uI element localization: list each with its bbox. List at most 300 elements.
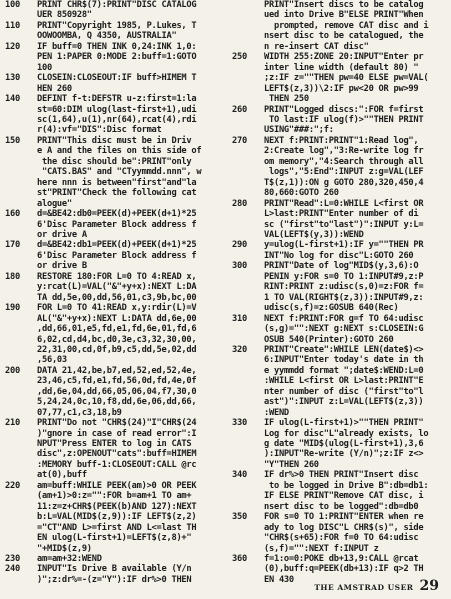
code-line <box>5 199 229 209</box>
code-text: DATA 21,42,be,b7,ed,52,ed,52,4e, <box>37 365 197 376</box>
code-line <box>232 481 448 491</box>
line-number <box>5 575 37 585</box>
code-text: 6'Disc Parameter Block address f <box>37 219 197 230</box>
line-number <box>5 220 37 230</box>
line-number <box>232 282 264 292</box>
code-line <box>232 523 448 533</box>
code-line <box>232 502 448 512</box>
line-number: 260 <box>232 104 247 115</box>
code-text: the disc should be":PRINT"only <box>37 156 192 167</box>
code-line <box>232 397 448 407</box>
code-text: 07,77,c1,c3,18,b9 <box>37 407 122 418</box>
line-number <box>232 220 264 230</box>
code-line <box>5 94 229 104</box>
code-text: 6'Disc Parameter Block address f <box>37 250 197 261</box>
code-text: or drive A <box>37 229 87 240</box>
code-line <box>232 230 448 240</box>
line-number <box>232 21 264 31</box>
line-number <box>232 293 264 303</box>
code-line <box>5 188 229 198</box>
line-number <box>5 533 37 543</box>
code-line <box>232 408 448 418</box>
line-number <box>5 188 37 198</box>
code-line <box>5 449 229 459</box>
line-number <box>232 94 264 104</box>
code-line <box>232 157 448 167</box>
code-line <box>232 335 448 345</box>
code-text: at(0),buff <box>37 470 87 481</box>
line-number <box>5 52 37 62</box>
code-text: to be logged in Drive B":db=db1: <box>264 480 429 491</box>
code-text: IF ELSE PRINT"Remove CAT disc, i <box>264 491 424 502</box>
code-text: sc(1,64),u(1),nr(64),rcat(4),rdi <box>37 114 197 125</box>
code-text: )"gnore in case of read error":I <box>37 428 197 439</box>
code-line <box>5 125 229 135</box>
code-text: g date "MID$(ulog(L-first+1),3,6 <box>264 439 424 450</box>
code-line <box>232 491 448 501</box>
page-number: 29 <box>419 578 439 594</box>
code-text: d=&BE42:db1=PEEK(d)+PEEK(d+1)*25 <box>37 240 197 251</box>
code-line <box>5 146 229 156</box>
line-number: 150 <box>5 135 20 146</box>
line-number <box>232 157 264 167</box>
line-number: 190 <box>5 303 20 314</box>
line-number <box>5 31 37 41</box>
code-line <box>5 544 229 554</box>
line-number: 130 <box>5 73 20 84</box>
code-line <box>5 10 229 20</box>
code-text: (s,g)="":NEXT g:NEXT s:CLOSEIN:G <box>264 324 424 335</box>
code-line <box>5 178 229 188</box>
code-text: TO last:IF ulog(f)>""THEN PRINT <box>264 114 424 125</box>
code-text: ="CT"AND L>=first AND L<=last TH <box>37 522 197 533</box>
code-text: (am+1)>0:z="":FOR b=am+1 TO am+ <box>37 491 192 502</box>
line-number <box>5 335 37 345</box>
code-line <box>5 408 229 418</box>
code-line <box>232 439 448 449</box>
code-line <box>5 84 229 94</box>
code-text: EN ulog(L-first+1)=LEFT$(z,8)+" <box>37 533 192 544</box>
code-line <box>232 209 448 219</box>
code-line <box>232 105 448 115</box>
code-text: IF ulog(L-first+1)>""THEN PRINT" <box>264 418 424 429</box>
code-text: CLOSEIN:CLOSEOUT:IF buff>HIMEM T <box>37 73 197 84</box>
code-text: alogue" <box>37 198 72 209</box>
line-number: 250 <box>232 52 247 63</box>
code-text: THEN 250 <box>264 94 309 105</box>
line-number <box>5 261 37 271</box>
code-text: IF dr%>0 THEN PRINT"Insert disc <box>264 470 419 481</box>
code-line <box>232 167 448 177</box>
code-text: PRINT"Create":WHILE LEN(date$)<> <box>264 344 424 355</box>
code-text: 80,660:GOTO 260 <box>264 188 339 199</box>
line-number: 200 <box>5 365 20 376</box>
line-number <box>232 544 264 554</box>
line-number <box>5 408 37 418</box>
code-line <box>5 240 229 250</box>
code-line <box>5 355 229 365</box>
code-line <box>232 261 448 271</box>
line-number <box>232 376 264 386</box>
line-number <box>232 491 264 501</box>
line-number <box>232 251 264 261</box>
code-line <box>5 460 229 470</box>
code-text: Log for disc"L"already exists, lo <box>264 428 429 439</box>
code-text: 6,02,cd,d4,bc,d0,3e,c3,32,30,00, <box>37 334 197 345</box>
code-line <box>5 251 229 261</box>
code-text: b:L=VAL(MID$(z,9)):IF LEFT$(z,2) <box>37 512 197 523</box>
line-number: 210 <box>5 418 20 429</box>
code-text: "CHR$(s+65):FOR f=0 TO 64:udisc <box>264 533 419 544</box>
code-text: IF buff=0 THEN INK 0,24:INK 1,0: <box>37 41 197 52</box>
code-text: y:rcat(L)=VAL("&"+y+x):NEXT L:DA <box>37 282 197 293</box>
code-line <box>5 564 229 574</box>
line-number <box>5 491 37 501</box>
code-line <box>232 512 448 522</box>
code-line <box>5 136 229 146</box>
code-text: NPUT"Press ENTER to log in CATS <box>37 439 192 450</box>
code-text: :WHILE L<first OR L>last:PRINT"E <box>264 376 424 387</box>
code-line <box>232 94 448 104</box>
line-number <box>232 31 264 41</box>
line-number <box>5 251 37 261</box>
line-number <box>5 439 37 449</box>
code-text: LEFT$(z,3))\2:IF pw<20 OR pw>99 <box>264 83 419 94</box>
line-number <box>232 84 264 94</box>
code-text: RINT:PRINT z:udisc(s,0)=z:FOR f= <box>264 282 424 293</box>
line-number: 310 <box>232 313 247 324</box>
code-text: f=1:o=0:POKE db+13,9:CALL @rcat <box>264 554 419 565</box>
code-line <box>232 429 448 439</box>
line-number <box>5 230 37 240</box>
line-number <box>5 355 37 365</box>
code-text: PRINT"Do not "CHR$(24)"I"CHR$(24 <box>37 418 197 429</box>
code-line <box>232 376 448 386</box>
line-number <box>232 355 264 365</box>
code-line <box>5 220 229 230</box>
code-line <box>232 199 448 209</box>
code-line <box>5 167 229 177</box>
code-text: AL("&"+y+x):NEXT L:DATA dd,6e,00 <box>37 313 197 324</box>
code-text: st"PRINT"Check the following cat <box>37 188 197 199</box>
line-number <box>5 470 37 480</box>
code-text: here nnn is between"first"and"la <box>37 177 197 188</box>
line-number <box>5 324 37 334</box>
code-text: nsert disc to be logged":db=db0 <box>264 501 419 512</box>
code-line <box>5 376 229 386</box>
code-line <box>5 230 229 240</box>
line-number <box>232 167 264 177</box>
code-line <box>232 324 448 334</box>
code-text: T$(z,1)):ON g GOTO 280,320,450,4 <box>264 177 424 188</box>
code-line <box>232 314 448 324</box>
code-line <box>232 21 448 31</box>
code-line <box>232 533 448 543</box>
line-number <box>232 230 264 240</box>
code-line <box>5 293 229 303</box>
line-number <box>232 63 264 73</box>
code-line <box>232 115 448 125</box>
code-text: 2:Create log","3:Re-write log fr <box>264 146 424 157</box>
code-line <box>5 63 229 73</box>
code-line <box>5 335 229 345</box>
code-line <box>5 533 229 543</box>
code-line <box>5 115 229 125</box>
line-number: 340 <box>232 470 247 481</box>
code-text: 5,24,24,0c,10,f8,dd,6e,06,dd,66, <box>37 397 197 408</box>
line-number <box>232 523 264 533</box>
code-text: 100 <box>37 62 52 73</box>
code-text: PRINT"This disc must be in Driv <box>37 135 192 146</box>
code-text: ued into Drive B"ELSE PRINT"When <box>264 10 424 21</box>
code-text: r(4):vf="DIS":Disc format <box>37 125 162 136</box>
code-line <box>5 429 229 439</box>
code-line <box>232 84 448 94</box>
code-line <box>5 470 229 480</box>
code-line <box>232 544 448 554</box>
code-line <box>232 418 448 428</box>
line-number: 110 <box>5 20 20 31</box>
code-line <box>5 73 229 83</box>
code-line <box>232 387 448 397</box>
code-text: logs","5:End":INPUT z:g=VAL(LEF <box>264 167 424 178</box>
code-text: NEXT f:PRINT:FOR g=f TO 64:udisc <box>264 313 424 324</box>
code-line <box>5 209 229 219</box>
code-text: PEN 1:PAPER 0:MODE 2:buff=1:GOTO <box>37 52 197 63</box>
code-text: (s,f)="":NEXT f:INPUT z <box>264 543 379 554</box>
code-text: )";z:dr%=-(z="Y"):IF dr%>0 THEN <box>37 574 192 585</box>
line-number: 290 <box>232 240 247 251</box>
code-line <box>232 0 448 10</box>
line-number <box>232 272 264 282</box>
line-number: 350 <box>232 512 247 523</box>
code-line <box>5 397 229 407</box>
code-text: FOR s=0 TO 1:PRINT"ENTER when re <box>264 512 424 523</box>
code-text: HEN 260 <box>37 83 72 94</box>
code-line <box>232 146 448 156</box>
line-number <box>5 314 37 324</box>
code-text: ;z:IF z=""THEN pw=40 ELSE pw=VAL( <box>264 73 429 84</box>
code-line <box>232 178 448 188</box>
code-text: ,dd,66,01,e5,fd,e1,fd,6e,01,fd,6 <box>37 324 197 335</box>
line-number: 330 <box>232 418 247 429</box>
line-number <box>5 397 37 407</box>
code-text: st=60:DIM ulog(last-first+1),udi <box>37 104 197 115</box>
line-number <box>232 146 264 156</box>
line-number <box>232 42 264 52</box>
code-text: 23,46,c5,fd,e1,fd,56,0d,fd,4e,0f <box>37 376 197 387</box>
line-number: 170 <box>5 240 20 251</box>
line-number <box>232 439 264 449</box>
code-line <box>5 261 229 271</box>
line-number <box>232 209 264 219</box>
code-line <box>232 42 448 52</box>
code-line <box>5 418 229 428</box>
code-line <box>5 345 229 355</box>
line-number <box>5 157 37 167</box>
code-line <box>232 52 448 62</box>
code-line <box>232 282 448 292</box>
code-text: INT"No log for disc"L:GOTO 260 <box>264 250 414 261</box>
code-text: L>last:PRINT"Enter number of di <box>264 209 419 220</box>
code-text: ):INPUT"Re-write (Y/n)";z:IF z<> <box>264 449 424 460</box>
code-line <box>232 125 448 135</box>
page-footer <box>314 578 439 594</box>
code-line <box>232 220 448 230</box>
line-number <box>232 125 264 135</box>
code-text: PENIN y:FOR s=0 TO 1:INPUT#9,z:P <box>264 271 424 282</box>
line-number: 220 <box>5 480 20 491</box>
code-line <box>232 188 448 198</box>
line-number: 300 <box>232 261 247 272</box>
listing-left-column <box>5 0 229 585</box>
code-line <box>5 105 229 115</box>
line-number <box>232 115 264 125</box>
code-text: UER 850928" <box>37 10 92 21</box>
line-number <box>5 115 37 125</box>
code-text: ,56,03 <box>37 355 67 366</box>
code-text: disc",z:OPENOUT"cats":buff=HIMEM <box>37 449 197 460</box>
code-line <box>5 512 229 522</box>
line-number <box>232 449 264 459</box>
line-number <box>232 481 264 491</box>
code-text: prompted, remove CAT disc and i <box>264 20 429 31</box>
line-number <box>5 10 37 20</box>
code-line <box>232 240 448 250</box>
code-text: OSUB 540(Printer):GOTO 260 <box>264 334 394 345</box>
code-line <box>232 564 448 574</box>
code-text: am=buff:WHILE PEEK(am)>0 OR PEEK <box>37 480 197 491</box>
code-text: WIDTH 255:ZONE 20:INPUT"Enter pr <box>264 52 424 63</box>
code-line <box>232 554 448 564</box>
code-line <box>232 293 448 303</box>
code-text: EN 430 <box>264 574 294 585</box>
code-text: FOR L=0 TO 41:READ x,y:rdir(L)=V <box>37 303 197 314</box>
code-text: USING"###:";f: <box>264 125 334 136</box>
code-text: OOWOOMBA, Q 4350, AUSTRALIA" <box>37 31 177 42</box>
code-line <box>5 439 229 449</box>
code-line <box>5 303 229 313</box>
line-number <box>5 429 37 439</box>
code-text: PRINT"Logged discs:":FOR f=first <box>264 104 424 115</box>
line-number <box>5 63 37 73</box>
code-line <box>5 324 229 334</box>
code-text: d=&BE42:db0=PEEK(d)+PEEK(d+1)*25 <box>37 209 197 220</box>
code-text: 6:INPUT"Enter today's date in th <box>264 355 424 366</box>
code-line <box>5 272 229 282</box>
code-line <box>232 73 448 83</box>
code-line <box>232 303 448 313</box>
code-line <box>232 460 448 470</box>
line-number <box>5 502 37 512</box>
line-number <box>232 73 264 83</box>
code-text: e yymmdd format ";date$:WEND:L=0 <box>264 365 424 376</box>
code-text: VAL(LEFT$(y,3)):WEND <box>264 229 364 240</box>
code-text: am=am+32:WEND <box>37 554 102 565</box>
code-line <box>232 366 448 376</box>
code-line <box>5 554 229 564</box>
code-text: ady to log DISC"L CHR$(s)", side <box>264 522 424 533</box>
line-number <box>5 449 37 459</box>
code-line <box>5 21 229 31</box>
code-text: "+MID$(z,9) <box>37 543 92 554</box>
code-line <box>5 157 229 167</box>
line-number <box>232 0 264 10</box>
line-number: 160 <box>5 209 20 220</box>
line-number <box>232 366 264 376</box>
line-number <box>232 502 264 512</box>
line-number <box>5 84 37 94</box>
code-line <box>5 42 229 52</box>
code-text: nter number of disc ("first"to"l <box>264 386 424 397</box>
code-line <box>232 470 448 480</box>
code-line <box>232 272 448 282</box>
line-number: 240 <box>5 564 20 575</box>
line-number: 100 <box>5 0 20 10</box>
code-line <box>5 366 229 376</box>
line-number <box>232 335 264 345</box>
code-text: :MEMORY buff-1:CLOSEOUT:CALL @rc <box>37 459 197 470</box>
line-number: 140 <box>5 94 20 105</box>
line-number <box>232 408 264 418</box>
code-line <box>5 523 229 533</box>
line-number <box>232 188 264 198</box>
line-number <box>232 564 264 574</box>
code-text: PRINT"Date of log"MID$(y,3,6):O <box>264 261 419 272</box>
code-text: TA dd,5e,00,dd,56,01,c3,9b,bc,00 <box>37 292 197 303</box>
line-number <box>5 512 37 522</box>
code-text: NEXT f:PRINT:PRINT"1:Read log", <box>264 135 419 146</box>
code-text: ,dd,6e,04,dd,66,05,06,04,f7,30,0 <box>37 386 197 397</box>
code-text: (0),buff:q=PEEK(db+13):IF q>2 TH <box>264 564 424 575</box>
line-number <box>5 293 37 303</box>
code-text: inter line width (default 80) " <box>264 62 419 73</box>
code-line <box>5 314 229 324</box>
code-line <box>5 282 229 292</box>
line-number <box>232 387 264 397</box>
code-line <box>5 491 229 501</box>
code-line <box>5 387 229 397</box>
code-line <box>5 0 229 10</box>
code-text: PRINT CHR$(7):PRINT"DISC CATALOG <box>37 0 197 10</box>
code-text: "Y"THEN 260 <box>264 459 319 470</box>
code-line <box>5 31 229 41</box>
line-number <box>5 387 37 397</box>
code-text: PRINT"Read":L=0:WHILE L<first OR <box>264 198 424 209</box>
code-text: om memory","4:Search through all <box>264 156 424 167</box>
line-number <box>5 282 37 292</box>
line-number: 270 <box>232 135 247 146</box>
code-text: 1 TO VAL(RIGHT$(z,3)):INPUT#9,z: <box>264 292 424 303</box>
code-line <box>5 575 229 585</box>
code-text: 22,31,00,cd,0f,b9,c5,dd,5e,02,dd <box>37 344 197 355</box>
line-number <box>5 544 37 554</box>
line-number <box>232 303 264 313</box>
line-number <box>232 575 264 585</box>
code-line <box>232 136 448 146</box>
magazine-title: THE AMSTRAD USER <box>314 583 414 592</box>
line-number <box>232 10 264 20</box>
line-number <box>5 146 37 156</box>
line-number <box>232 460 264 470</box>
line-number <box>5 125 37 135</box>
code-line <box>5 481 229 491</box>
code-text: RESTORE 180:FOR L=0 TO 4:READ x, <box>37 271 197 282</box>
code-text: nsert disc to be catalogued, the <box>264 31 424 42</box>
listing-right-column <box>232 0 448 585</box>
line-number <box>232 178 264 188</box>
line-number: 180 <box>5 271 20 282</box>
